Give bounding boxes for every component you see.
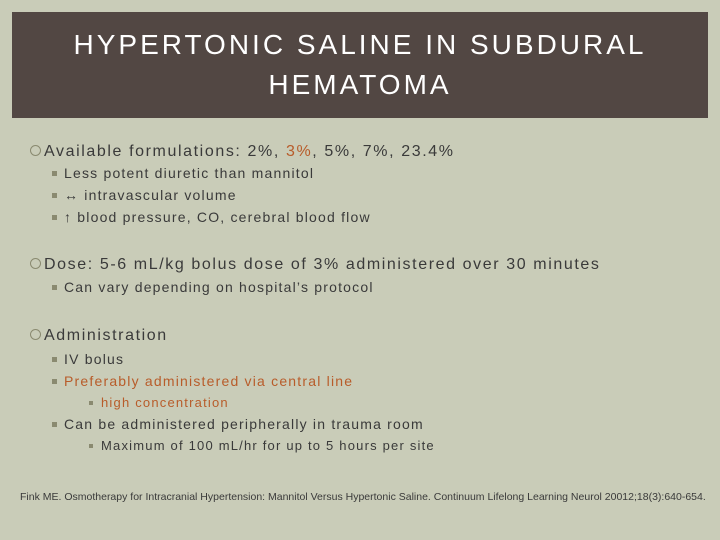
sub-sub-bullet-text: high concentration — [101, 395, 229, 410]
administration-text: Administration — [44, 327, 168, 344]
square-bullet-icon — [52, 171, 57, 176]
circle-bullet-icon — [30, 145, 41, 156]
dose-text: Dose: 5-6 mL/kg bolus dose of 3% administered over 30 minutes — [44, 256, 601, 273]
square-bullet-icon — [52, 193, 57, 198]
square-bullet-icon — [52, 422, 57, 427]
square-bullet-icon — [89, 401, 93, 405]
square-bullet-icon — [52, 215, 57, 220]
sub-bullet-diuretic — [64, 165, 314, 181]
citation: Fink ME. Osmotherapy for Intracranial Hypertension: Mannitol Versus Hypertonic Saline. Continuum Lifelong Learning Neurol 20012;18(3):640-654. — [20, 491, 706, 503]
sub-bullet-volume — [64, 187, 237, 203]
square-bullet-icon — [52, 357, 57, 362]
sub-bullet-text: Can vary depending on hospital’s protocol — [64, 279, 374, 295]
slide-title-line-1: HYPERTONIC SALINE IN SUBDURAL — [73, 29, 647, 60]
sub-bullet-peripheral — [64, 416, 424, 432]
sub-bullet-central-line — [64, 373, 353, 389]
sub-bullet-text: Preferably administered via central line — [64, 373, 354, 389]
sub-bullet-text: ↔ intravascular volume — [64, 187, 237, 203]
sub-bullet-blood-pressure — [64, 209, 371, 225]
square-bullet-icon — [89, 444, 93, 448]
bullet-dose — [44, 256, 601, 274]
sub-bullet-text: Can be administered peripherally in trauma room — [64, 416, 424, 432]
slide-title-line-2: HEMATOMA — [268, 69, 452, 100]
formulations-text: Available formulations: 2%, — [44, 143, 286, 160]
square-bullet-icon — [52, 379, 57, 384]
sub-bullet-protocol — [64, 279, 374, 295]
formulations-text-end: , 5%, 7%, 23.4% — [312, 143, 455, 160]
sub-sub-bullet-maximum — [101, 438, 435, 453]
sub-bullet-text: Less potent diuretic than mannitol — [64, 165, 315, 181]
sub-bullet-text: IV bolus — [64, 351, 125, 367]
sub-sub-bullet-concentration — [101, 395, 229, 410]
square-bullet-icon — [52, 285, 57, 290]
sub-bullet-text: ↑ blood pressure, CO, cerebral blood flow — [64, 209, 371, 225]
bullet-administration — [44, 327, 168, 345]
formulations-highlight: 3% — [285, 143, 313, 160]
sub-sub-bullet-text: Maximum of 100 mL/hr for up to 5 hours per site — [101, 438, 435, 453]
circle-bullet-icon — [30, 258, 41, 269]
circle-bullet-icon — [30, 329, 41, 340]
bullet-formulations — [44, 143, 455, 161]
sub-bullet-iv-bolus — [64, 351, 124, 367]
